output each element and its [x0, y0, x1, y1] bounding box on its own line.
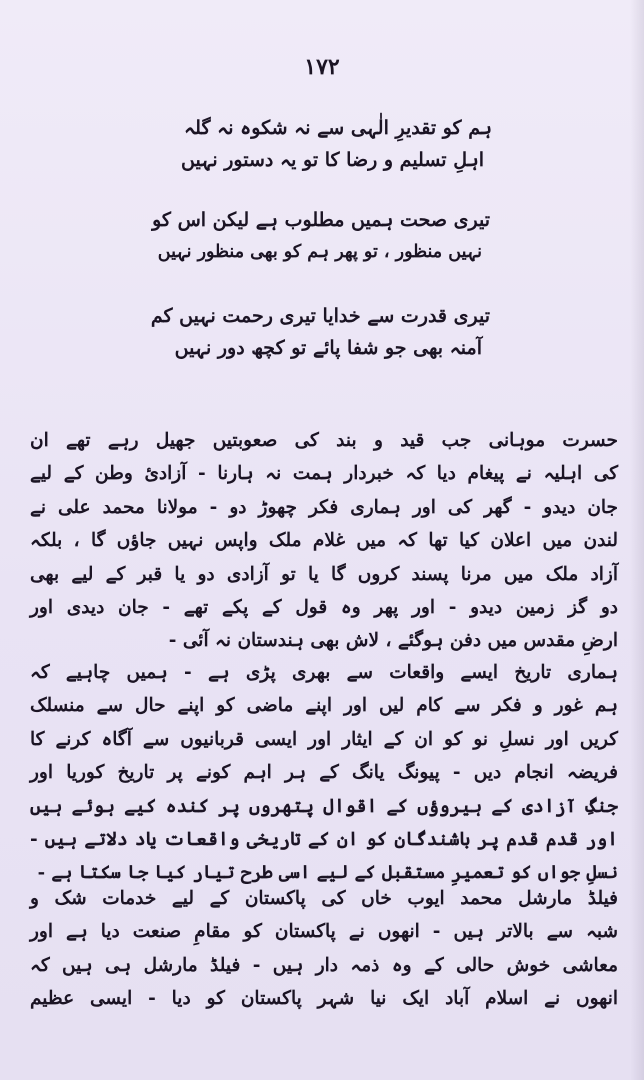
paragraph-line: لندن میں اعلان کیا تھا کہ میں غلام ملک واپس نہیں جاؤں گا ، بلکہ [30, 530, 618, 552]
verse-line: آمنہ بھی جو شفا پائے تو کچھ دور نہیں [174, 337, 482, 359]
page-number: ۱۷۲ [304, 54, 340, 80]
paragraph-line: ہماری تاریخ ایسے واقعات سے بھری پڑی ہے - ہمیں چاہیے کہ [30, 662, 618, 683]
poem-stanza-2 [150, 204, 490, 268]
paragraph-line: جان دیدو - گھر کی اور ہماری فکر چھوڑ دو - مولانا محمد علی نے [30, 496, 618, 518]
paragraph-line: ارضِ مقدس میں دفن ہوگئے ، لاش بھی ہندستان نہ آئی - [168, 630, 618, 652]
paragraph-line: جنگِ آزادی کے ہیروؤں کے اقوال پتھروں پر کندہ کیے ہوئے ہیں [30, 795, 618, 817]
paragraph-history [30, 656, 618, 890]
poem-stanza-3 [128, 300, 490, 364]
paragraph-line: فیلڈ مارشل محمد ایوب خاں کی پاکستان کے لیے خدمات شک و [30, 888, 618, 909]
paragraph-line: کی اہلیہ نے پیغام دیا کہ خبردار ہمت نہ ہارنا - آزادیٔ وطن کے لیے [30, 463, 618, 485]
verse-line: ہم کو تقدیرِ الٰہی سے نہ شکوہ نہ گلہ [184, 117, 492, 139]
paragraph-line: آزاد ملک میں مرنا پسند کروں گا یا تو آزادی دو یا قبر کے لیے بھی [30, 563, 618, 585]
page-edge-shadow [630, 0, 644, 1080]
paragraph-field-marshal [30, 882, 618, 1016]
paragraph-line: کریں اور نسلِ نو کو ان کے ایثار اور ایسی قربانیوں سے آگاہ کرنے کا [30, 728, 618, 750]
paragraph-line: حسرت موہانی جب قید و بند کی صعوبتیں جھیل رہے تھے ان [30, 430, 618, 451]
paragraph-line: اور قدم قدم پر باشندگان کو ان کے تاریخی واقعات یاد دلاتے ہیں - [30, 829, 618, 851]
paragraph-line: شبہ سے بالاتر ہیں - انھوں نے پاکستان کو مقامِ صنعت دیا ہے اور [30, 921, 618, 943]
verse-line: تیری صحت ہمیں مطلوب ہے لیکن اس کو [152, 209, 490, 231]
verse-line: تیری قدرت سے خدایا تیری رحمت نہیں کم [150, 305, 490, 327]
paragraph-line: نسلِ جواں کو تعمیرِ مستقبل کے لیے اسی طرح تیار کیا جا سکتا ہے - [37, 862, 618, 884]
verse-line: نہیں منظور ، تو پھر ہم کو بھی منظور نہیں [157, 242, 482, 262]
paragraph-line: فریضہ انجام دیں - پیونگ یانگ کے ہر اہم کونے پر تاریخ کوریا اور [30, 762, 618, 784]
paragraph-line: دو گز زمین دیدو - اور پھر وہ قول کے پکے تھے - جان دیدی اور [30, 597, 618, 619]
paragraph-line: انھوں نے اسلام آباد ایک نیا شہر پاکستان کو دیا - ایسی عظیم [30, 988, 618, 1010]
paragraph-hasrat-mohani [30, 424, 618, 658]
paragraph-line: ہم غور و فکر سے کام لیں اور اپنے ماضی کو اپنے حال سے منسلک [30, 695, 618, 717]
paragraph-line: معاشی خوش حالی کے وہ ذمہ دار ہیں - فیلڈ مارشل ہی ہیں کہ [30, 954, 618, 976]
verse-line: اہلِ تسلیم و رضا کا تو یہ دستور نہیں [181, 149, 484, 171]
poem-stanza-1 [110, 112, 492, 176]
